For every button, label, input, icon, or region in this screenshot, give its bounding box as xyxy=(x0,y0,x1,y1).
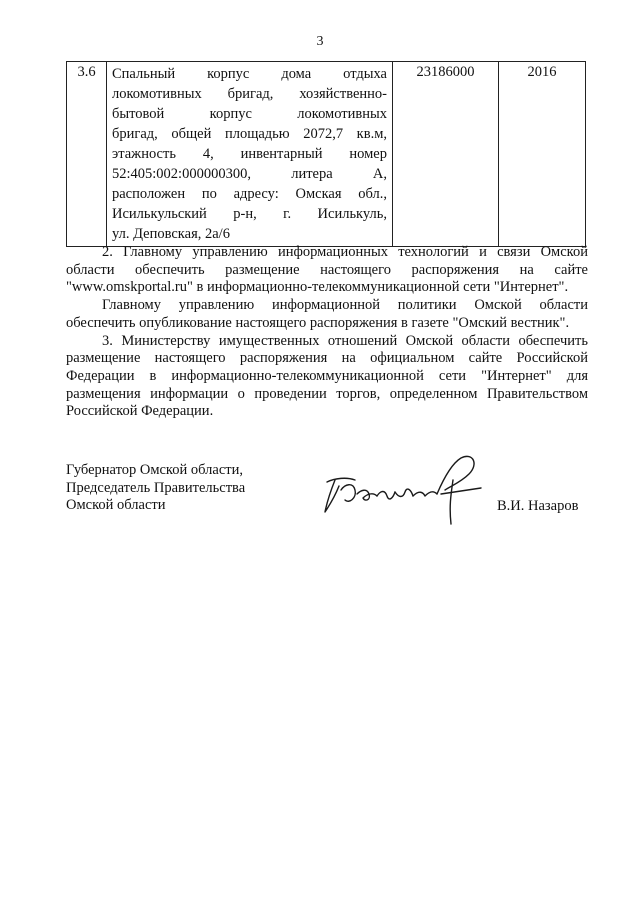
row-number-cell: 3.6 xyxy=(67,62,107,247)
description-line: локомотивных бригад, хозяйственно- xyxy=(112,86,387,102)
page-number: 3 xyxy=(316,34,324,49)
description-line: этажность 4, инвентарный номер xyxy=(112,146,387,162)
body-text xyxy=(66,244,588,421)
row-year-cell: 2016 xyxy=(499,62,586,247)
description-line: бытовой корпус локомотивных xyxy=(112,106,387,122)
description-line: Исилькульский р-н, г. Исилькуль, xyxy=(112,206,387,222)
signatory-title-line: Омской области xyxy=(66,497,166,514)
paragraph-item-2: 2. Главному управлению информационных технологий и связи Омской области обеспечить размещение настоящего распоряжения на сайте "www.omskportal.ru" в информационно-телекоммуникационной сети "Интернет". xyxy=(66,244,588,296)
description-line: 52:405:002:000000300, литера А, xyxy=(112,166,387,182)
description-line: ул. Деповская, 2а/6 xyxy=(112,226,230,242)
handwritten-signature xyxy=(305,450,505,530)
signatory-name: В.И. Назаров xyxy=(497,498,579,514)
paragraph-item-3: 3. Министерству имущественных отношений Омской области обеспечить размещение настоящего распоряжения на официальном сайте Российской Федерации в информационно-телекоммуникационной сети "Интернет" для размещения информации о проведении торгов, определенном Правительством Российской Федерации. xyxy=(66,332,588,420)
property-table xyxy=(66,61,586,247)
description-line: расположен по адресу: Омская обл., xyxy=(112,186,387,202)
row-description-cell xyxy=(107,62,393,247)
table-row xyxy=(67,62,586,247)
paragraph-item-2-continued: Главному управлению информационной политики Омской области обеспечить опубликование настоящего распоряжения в газете "Омский вестник". xyxy=(66,297,588,331)
signatory-title-line: Губернатор Омской области, xyxy=(66,462,243,478)
row-cost-cell: 23186000 xyxy=(393,62,499,247)
signatory-title-line: Председатель Правительства xyxy=(66,479,246,496)
description-line: бригад, общей площадью 2072,7 кв.м, xyxy=(112,126,387,142)
description-line: Спальный корпус дома отдыха xyxy=(112,66,387,82)
